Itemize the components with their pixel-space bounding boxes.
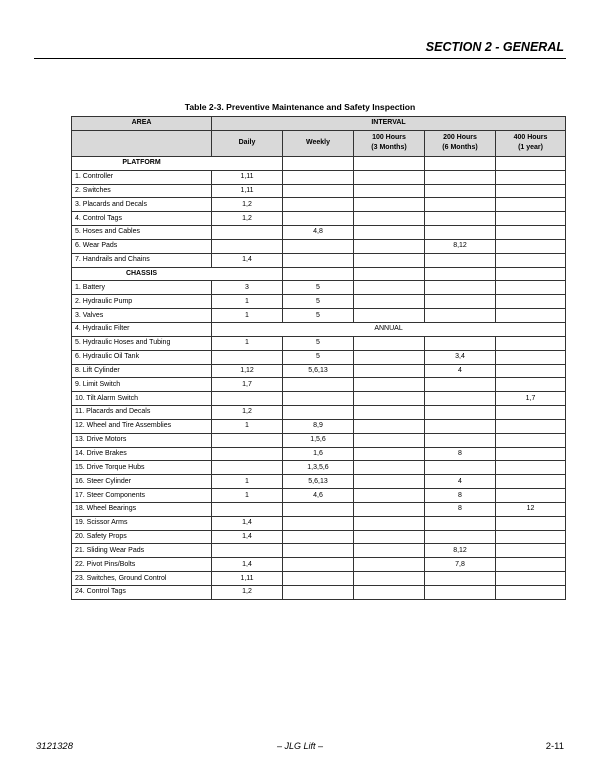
interval-cell-h200 — [425, 419, 496, 433]
interval-cell-weekly: 5 — [283, 295, 354, 309]
interval-cell-weekly — [283, 378, 354, 392]
interval-cell-h100 — [354, 392, 425, 406]
table-row — [72, 447, 566, 461]
interval-cell-daily: 1,4 — [212, 516, 283, 530]
interval-cell-weekly: 8,9 — [283, 419, 354, 433]
interval-cell-h200: 8,12 — [425, 239, 496, 253]
interval-cell-daily — [212, 433, 283, 447]
interval-cell-h400 — [496, 170, 566, 184]
interval-cell-weekly: 4,8 — [283, 226, 354, 240]
header-rule — [34, 58, 566, 59]
interval-cell-h100 — [354, 295, 425, 309]
interval-cell-h400 — [496, 378, 566, 392]
table-row — [72, 378, 566, 392]
interval-cell-h100 — [354, 239, 425, 253]
empty-cell — [425, 267, 496, 281]
interval-cell-h100 — [354, 447, 425, 461]
table-row — [72, 350, 566, 364]
interval-cell-h400 — [496, 530, 566, 544]
area-cell: 13. Drive Motors — [72, 433, 212, 447]
interval-cell-daily: 1,11 — [212, 184, 283, 198]
interval-cell-h400 — [496, 419, 566, 433]
table-row — [72, 198, 566, 212]
interval-cell-weekly: 5,6,13 — [283, 364, 354, 378]
interval-cell-h200 — [425, 309, 496, 323]
table-row — [72, 461, 566, 475]
interval-cell-h200 — [425, 392, 496, 406]
interval-cell-h200 — [425, 572, 496, 586]
interval-cell-h100 — [354, 461, 425, 475]
table-row — [72, 253, 566, 267]
interval-cell-h100 — [354, 350, 425, 364]
interval-cell-h200 — [425, 378, 496, 392]
table-row — [72, 226, 566, 240]
area-cell: 10. Tilt Alarm Switch — [72, 392, 212, 406]
interval-cell-h200: 8 — [425, 447, 496, 461]
interval-cell-h100 — [354, 184, 425, 198]
table-row — [72, 516, 566, 530]
interval-cell-h100 — [354, 212, 425, 226]
interval-cell-daily: 1 — [212, 295, 283, 309]
interval-cell-h400: 12 — [496, 502, 566, 516]
empty-cell — [354, 267, 425, 281]
interval-cell-weekly — [283, 530, 354, 544]
table-row — [72, 433, 566, 447]
interval-cell-weekly: 4,6 — [283, 489, 354, 503]
interval-cell-weekly: 5 — [283, 350, 354, 364]
interval-cell-h100 — [354, 475, 425, 489]
area-cell: 3. Valves — [72, 309, 212, 323]
table-caption: Table 2-3. Preventive Maintenance and Safety Inspection — [184, 102, 416, 112]
interval-cell-daily: 3 — [212, 281, 283, 295]
interval-cell-h400 — [496, 309, 566, 323]
interval-cell-weekly — [283, 558, 354, 572]
area-cell: 9. Limit Switch — [72, 378, 212, 392]
interval-cell-weekly — [283, 586, 354, 600]
area-cell: 24. Control Tags — [72, 586, 212, 600]
interval-cell-weekly — [283, 253, 354, 267]
interval-cell-h200 — [425, 212, 496, 226]
interval-cell-weekly — [283, 212, 354, 226]
interval-cell-h100 — [354, 364, 425, 378]
table-row — [72, 586, 566, 600]
empty-cell — [425, 156, 496, 170]
interval-cell-daily — [212, 239, 283, 253]
area-cell: 20. Safety Props — [72, 530, 212, 544]
document-number: 3121328 — [36, 741, 73, 752]
interval-cell-h400: 1,7 — [496, 392, 566, 406]
area-cell: 5. Hydraulic Hoses and Tubing — [72, 336, 212, 350]
area-cell: 2. Hydraulic Pump — [72, 295, 212, 309]
interval-cell-h100 — [354, 544, 425, 558]
interval-cell-daily: 1,12 — [212, 364, 283, 378]
area-cell: 5. Hoses and Cables — [72, 226, 212, 240]
interval-cell-h100 — [354, 530, 425, 544]
interval-cell-h200: 8 — [425, 502, 496, 516]
table-row — [72, 281, 566, 295]
area-cell: 7. Handrails and Chains — [72, 253, 212, 267]
interval-cell-h200 — [425, 433, 496, 447]
interval-cell-h400 — [496, 295, 566, 309]
interval-cell-h400 — [496, 239, 566, 253]
empty-cell — [212, 267, 283, 281]
interval-cell-h100 — [354, 406, 425, 420]
area-cell: 6. Hydraulic Oil Tank — [72, 350, 212, 364]
interval-cell-daily: 1,11 — [212, 170, 283, 184]
interval-cell-daily — [212, 461, 283, 475]
group-label: CHASSIS — [72, 267, 212, 281]
interval-cell-h100 — [354, 378, 425, 392]
interval-cell-weekly — [283, 239, 354, 253]
area-cell: 2. Switches — [72, 184, 212, 198]
interval-cell-daily: 1,4 — [212, 558, 283, 572]
area-cell: 19. Scissor Arms — [72, 516, 212, 530]
area-cell: 12. Wheel and Tire Assemblies — [72, 419, 212, 433]
interval-column-header: Daily — [212, 130, 283, 156]
interval-cell-h100 — [354, 198, 425, 212]
area-cell: 16. Steer Cylinder — [72, 475, 212, 489]
area-cell: 22. Pivot Pins/Bolts — [72, 558, 212, 572]
interval-cell-daily: 1,2 — [212, 586, 283, 600]
table-row — [72, 572, 566, 586]
table-row — [72, 322, 566, 336]
interval-cell-weekly — [283, 170, 354, 184]
interval-cell-h100 — [354, 586, 425, 600]
interval-cell-h100 — [354, 170, 425, 184]
interval-span-cell: ANNUAL — [212, 322, 566, 336]
interval-cell-h200 — [425, 253, 496, 267]
area-cell: 4. Hydraulic Filter — [72, 322, 212, 336]
interval-cell-h400 — [496, 489, 566, 503]
interval-cell-h400 — [496, 198, 566, 212]
interval-cell-weekly: 1,6 — [283, 447, 354, 461]
interval-cell-daily: 1,11 — [212, 572, 283, 586]
table-row — [72, 558, 566, 572]
interval-cell-h200 — [425, 184, 496, 198]
interval-cell-daily — [212, 226, 283, 240]
interval-cell-weekly — [283, 198, 354, 212]
interval-cell-daily: 1 — [212, 309, 283, 323]
interval-cell-weekly: 5,6,13 — [283, 475, 354, 489]
table-row — [72, 502, 566, 516]
table-row — [72, 406, 566, 420]
interval-cell-h100 — [354, 558, 425, 572]
footer-title: – JLG Lift – — [276, 741, 324, 751]
empty-cell — [283, 267, 354, 281]
interval-column-header: 400 Hours (1 year) — [496, 130, 566, 156]
table-row — [72, 489, 566, 503]
table-row — [72, 239, 566, 253]
interval-cell-weekly — [283, 406, 354, 420]
interval-cell-h400 — [496, 461, 566, 475]
interval-cell-daily — [212, 447, 283, 461]
interval-cell-h100 — [354, 502, 425, 516]
table-row — [72, 184, 566, 198]
table-row — [72, 309, 566, 323]
interval-cell-h200: 3,4 — [425, 350, 496, 364]
area-cell: 1. Controller — [72, 170, 212, 184]
table-row — [72, 170, 566, 184]
interval-cell-h400 — [496, 184, 566, 198]
interval-cell-weekly — [283, 184, 354, 198]
interval-column-header: Weekly — [283, 130, 354, 156]
maintenance-table — [71, 116, 566, 600]
empty-cell — [496, 267, 566, 281]
interval-cell-weekly — [283, 502, 354, 516]
area-cell: 1. Battery — [72, 281, 212, 295]
area-cell: 4. Control Tags — [72, 212, 212, 226]
interval-cell-h400 — [496, 253, 566, 267]
empty-cell — [212, 156, 283, 170]
interval-cell-h100 — [354, 572, 425, 586]
interval-cell-daily: 1,4 — [212, 253, 283, 267]
interval-cell-weekly: 1,5,6 — [283, 433, 354, 447]
area-cell: 17. Steer Components — [72, 489, 212, 503]
area-cell: 6. Wear Pads — [72, 239, 212, 253]
interval-cell-weekly: 1,3,5,6 — [283, 461, 354, 475]
area-cell: 18. Wheel Bearings — [72, 502, 212, 516]
interval-cell-h400 — [496, 212, 566, 226]
interval-cell-h200 — [425, 586, 496, 600]
interval-cell-weekly: 5 — [283, 309, 354, 323]
section-title: SECTION 2 - GENERAL — [425, 40, 564, 54]
interval-cell-h400 — [496, 364, 566, 378]
interval-cell-h400 — [496, 433, 566, 447]
interval-cell-daily — [212, 392, 283, 406]
interval-cell-daily: 1 — [212, 419, 283, 433]
area-cell: 14. Drive Brakes — [72, 447, 212, 461]
interval-cell-daily: 1,2 — [212, 406, 283, 420]
interval-cell-daily — [212, 544, 283, 558]
interval-cell-h400 — [496, 226, 566, 240]
interval-cell-h200 — [425, 295, 496, 309]
interval-cell-daily: 1,2 — [212, 212, 283, 226]
group-label: PLATFORM — [72, 156, 212, 170]
area-cell: 15. Drive Torque Hubs — [72, 461, 212, 475]
interval-cell-h100 — [354, 336, 425, 350]
table-row — [72, 364, 566, 378]
interval-cell-h100 — [354, 516, 425, 530]
table-row — [72, 419, 566, 433]
area-header: AREA — [72, 117, 212, 131]
interval-cell-daily: 1,7 — [212, 378, 283, 392]
interval-cell-h200: 4 — [425, 364, 496, 378]
interval-column-header: 100 Hours (3 Months) — [354, 130, 425, 156]
interval-cell-weekly — [283, 572, 354, 586]
group-row — [72, 156, 566, 170]
table-row — [72, 295, 566, 309]
interval-cell-h200 — [425, 516, 496, 530]
area-cell: 23. Switches, Ground Control — [72, 572, 212, 586]
interval-cell-h100 — [354, 226, 425, 240]
area-cell: 11. Placards and Decals — [72, 406, 212, 420]
table-row — [72, 336, 566, 350]
interval-cell-daily: 1 — [212, 336, 283, 350]
interval-cell-h100 — [354, 489, 425, 503]
interval-cell-h400 — [496, 447, 566, 461]
interval-column-header: 200 Hours (6 Months) — [425, 130, 496, 156]
empty-cell — [496, 156, 566, 170]
interval-cell-h400 — [496, 558, 566, 572]
interval-cell-h400 — [496, 475, 566, 489]
interval-cell-h400 — [496, 586, 566, 600]
interval-cell-h200 — [425, 336, 496, 350]
interval-cell-daily: 1,4 — [212, 530, 283, 544]
interval-cell-h200 — [425, 461, 496, 475]
interval-cell-h200: 8,12 — [425, 544, 496, 558]
table-row — [72, 212, 566, 226]
interval-cell-h400 — [496, 406, 566, 420]
area-cell: 3. Placards and Decals — [72, 198, 212, 212]
interval-cell-h200 — [425, 170, 496, 184]
interval-cell-h200 — [425, 198, 496, 212]
interval-cell-h400 — [496, 336, 566, 350]
table-row — [72, 544, 566, 558]
interval-cell-h200 — [425, 406, 496, 420]
interval-cell-h200: 4 — [425, 475, 496, 489]
interval-cell-h200 — [425, 281, 496, 295]
empty-cell — [283, 156, 354, 170]
group-row — [72, 267, 566, 281]
interval-cell-daily: 1 — [212, 475, 283, 489]
interval-cell-h100 — [354, 281, 425, 295]
interval-cell-h100 — [354, 419, 425, 433]
interval-cell-weekly: 5 — [283, 336, 354, 350]
interval-cell-h200 — [425, 226, 496, 240]
interval-cell-h100 — [354, 433, 425, 447]
interval-cell-h100 — [354, 253, 425, 267]
interval-cell-weekly — [283, 516, 354, 530]
interval-cell-h400 — [496, 350, 566, 364]
interval-cell-h400 — [496, 544, 566, 558]
interval-cell-h200 — [425, 530, 496, 544]
interval-cell-weekly — [283, 544, 354, 558]
area-subheader — [72, 130, 212, 156]
table-row — [72, 475, 566, 489]
interval-cell-h200: 8 — [425, 489, 496, 503]
interval-cell-h400 — [496, 516, 566, 530]
area-cell: 8. Lift Cylinder — [72, 364, 212, 378]
interval-cell-weekly: 5 — [283, 281, 354, 295]
interval-cell-h400 — [496, 572, 566, 586]
page-number: 2-11 — [545, 741, 564, 752]
empty-cell — [354, 156, 425, 170]
area-cell: 21. Sliding Wear Pads — [72, 544, 212, 558]
table-row — [72, 392, 566, 406]
interval-cell-h400 — [496, 281, 566, 295]
interval-cell-daily: 1,2 — [212, 198, 283, 212]
interval-header: INTERVAL — [212, 117, 566, 131]
interval-cell-daily: 1 — [212, 489, 283, 503]
interval-cell-h100 — [354, 309, 425, 323]
interval-cell-h200: 7,8 — [425, 558, 496, 572]
interval-cell-weekly — [283, 392, 354, 406]
interval-cell-daily — [212, 502, 283, 516]
table-row — [72, 530, 566, 544]
interval-cell-daily — [212, 350, 283, 364]
